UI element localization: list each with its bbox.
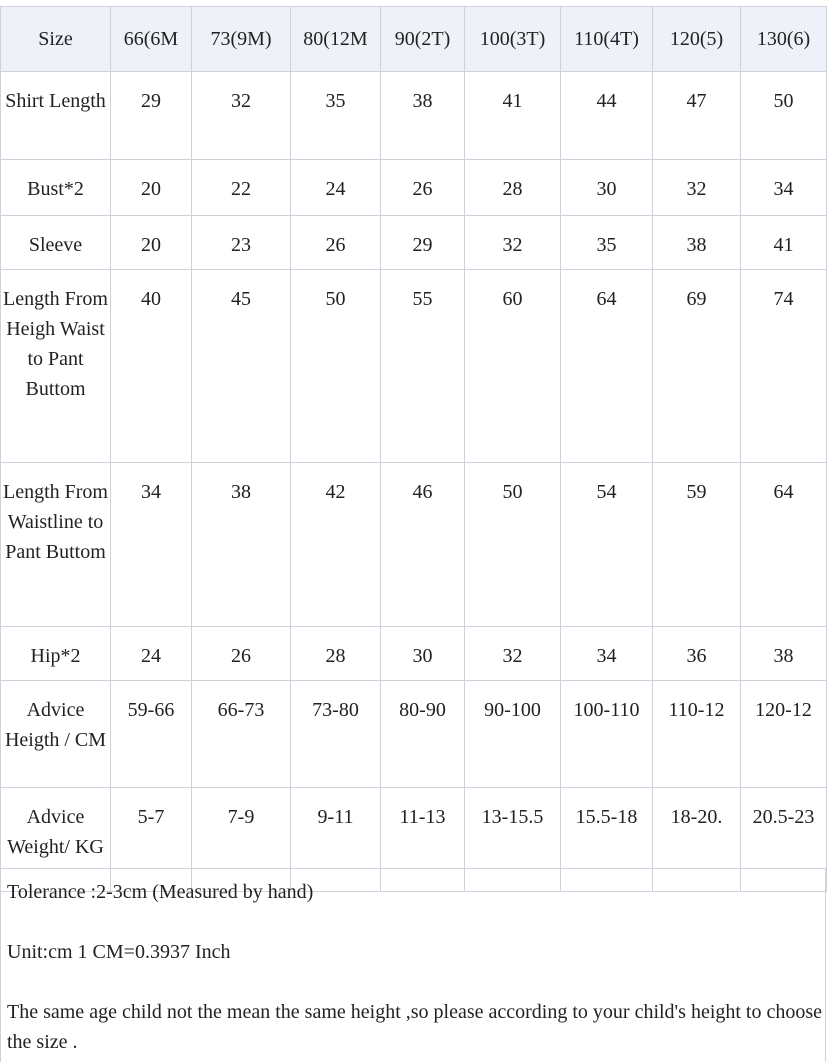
table-cell: 38 (741, 627, 827, 681)
table-cell: 35 (561, 216, 653, 270)
table-cell: 54 (561, 463, 653, 627)
table-cell: 50 (741, 72, 827, 160)
table-cell: 38 (653, 216, 741, 270)
table-cell: 34 (111, 463, 192, 627)
table-cell: 60 (465, 270, 561, 463)
table-cell: 35 (291, 72, 381, 160)
unit-note: Unit:cm 1 CM=0.3937 Inch (7, 941, 231, 963)
table-cell: 20 (111, 160, 192, 216)
table-cell: 100-110 (561, 681, 653, 788)
table-row (1, 627, 827, 681)
table-cell: 74 (741, 270, 827, 463)
table-cell: 40 (111, 270, 192, 463)
table-cell: 11-13 (381, 788, 465, 892)
header-cell: 110(4T) (561, 7, 653, 72)
table-cell: 38 (381, 72, 465, 160)
table-cell: 34 (741, 160, 827, 216)
table-cell: 50 (465, 463, 561, 627)
header-cell: Size (1, 7, 111, 72)
table-cell: 13-15.5 (465, 788, 561, 892)
table-cell: 50 (291, 270, 381, 463)
table-cell: 66-73 (192, 681, 291, 788)
table-cell: 26 (381, 160, 465, 216)
table-cell: 41 (741, 216, 827, 270)
row-label: Advice Weight/ KG (1, 788, 111, 892)
header-cell: 90(2T) (381, 7, 465, 72)
table-cell: 28 (291, 627, 381, 681)
table-cell: 41 (465, 72, 561, 160)
table-cell: 47 (653, 72, 741, 160)
table-cell: 80-90 (381, 681, 465, 788)
row-label: Length From Waistline to Pant Buttom (1, 463, 111, 627)
table-cell: 22 (192, 160, 291, 216)
table-cell: 32 (465, 627, 561, 681)
table-cell: 110-12 (653, 681, 741, 788)
size-chart-table (0, 6, 827, 892)
table-cell: 28 (465, 160, 561, 216)
table-cell: 20 (111, 216, 192, 270)
table-cell: 7-9 (192, 788, 291, 892)
table-cell: 42 (291, 463, 381, 627)
table-cell: 29 (111, 72, 192, 160)
header-cell: 80(12M (291, 7, 381, 72)
table-cell: 120-12 (741, 681, 827, 788)
table-cell: 32 (653, 160, 741, 216)
header-row (1, 7, 827, 72)
table-cell: 24 (291, 160, 381, 216)
row-label: Shirt Length (1, 72, 111, 160)
table-cell: 20.5-23 (741, 788, 827, 892)
table-cell: 24 (111, 627, 192, 681)
table-cell: 45 (192, 270, 291, 463)
header-cell: 66(6M (111, 7, 192, 72)
table-row (1, 463, 827, 627)
table-row (1, 72, 827, 160)
table-cell: 44 (561, 72, 653, 160)
table-cell: 59 (653, 463, 741, 627)
row-label: Bust*2 (1, 160, 111, 216)
tolerance-note: Tolerance :2-3cm (Measured by hand) (7, 881, 314, 903)
table-cell: 36 (653, 627, 741, 681)
table-cell: 18-20. (653, 788, 741, 892)
table-cell: 26 (291, 216, 381, 270)
table-cell: 34 (561, 627, 653, 681)
table-cell: 26 (192, 627, 291, 681)
table-row (1, 681, 827, 788)
header-cell: 120(5) (653, 7, 741, 72)
table-cell: 59-66 (111, 681, 192, 788)
table-cell: 29 (381, 216, 465, 270)
header-cell: 73(9M) (192, 7, 291, 72)
table-row (1, 270, 827, 463)
table-cell: 73-80 (291, 681, 381, 788)
table-cell: 5-7 (111, 788, 192, 892)
header-cell: 100(3T) (465, 7, 561, 72)
advice-note: The same age child not the mean the same height ,so please according to your child's height to choose the size . (7, 1001, 823, 1053)
table-cell: 90-100 (465, 681, 561, 788)
header-cell: 130(6) (741, 7, 827, 72)
table-cell: 15.5-18 (561, 788, 653, 892)
table-cell: 32 (192, 72, 291, 160)
table-cell: 32 (465, 216, 561, 270)
table-cell: 30 (561, 160, 653, 216)
table-cell: 30 (381, 627, 465, 681)
table-cell: 23 (192, 216, 291, 270)
table-cell: 46 (381, 463, 465, 627)
table-cell: 64 (741, 463, 827, 627)
table-cell: 64 (561, 270, 653, 463)
row-label: Length From Heigh Waist to Pant Buttom (1, 270, 111, 463)
row-label: Advice Heigth / CM (1, 681, 111, 788)
table-cell: 55 (381, 270, 465, 463)
row-label: Sleeve (1, 216, 111, 270)
table-cell: 38 (192, 463, 291, 627)
table-row (1, 160, 827, 216)
row-label: Hip*2 (1, 627, 111, 681)
table-cell: 69 (653, 270, 741, 463)
notes-section (0, 868, 826, 1062)
table-row (1, 216, 827, 270)
table-cell: 9-11 (291, 788, 381, 892)
